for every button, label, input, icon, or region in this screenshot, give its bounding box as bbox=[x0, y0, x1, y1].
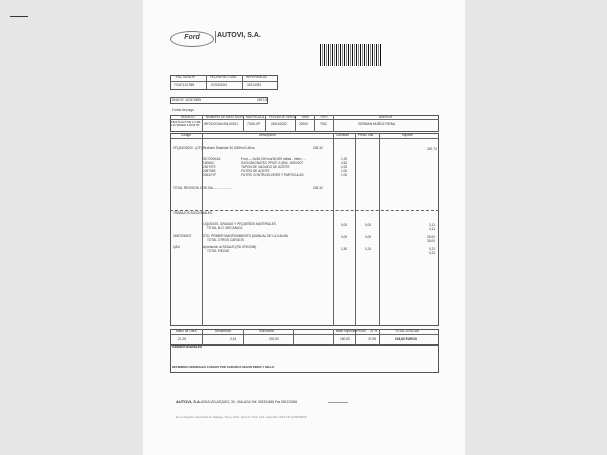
labor-label: Mano de Obra bbox=[176, 329, 197, 333]
additional-row1-amount: 3,11 bbox=[429, 223, 435, 227]
additional-row1-subtotal: 3,11 bbox=[429, 227, 435, 231]
additional-row2-price: 0,00 bbox=[365, 235, 372, 239]
vin: WF0JXXGAHJNL00021 bbox=[204, 122, 239, 126]
invoice-number-label: FACTURA Nº bbox=[176, 75, 196, 79]
revision-desc: Ford — 2w30,000 km/18,000 millas - Interv ... bbox=[241, 157, 306, 161]
customer-code: 269718 bbox=[257, 98, 268, 102]
brand-name: AUTOVI, S.A. bbox=[217, 32, 261, 39]
amount-header: Importe bbox=[402, 132, 413, 137]
additional-row1-total: TOTAL M.O. MECANICA bbox=[207, 226, 243, 230]
sale-date: 26/04/2022 bbox=[271, 122, 287, 126]
kms-label: KMS bbox=[302, 114, 309, 119]
additional-row3-price: 0,24 bbox=[365, 247, 372, 251]
revision-qty: 1,20 bbox=[341, 157, 348, 161]
vin-label: NUMERO DE BASTIDOR bbox=[206, 114, 243, 119]
advisor-label: ASESOR bbox=[379, 114, 393, 119]
barcode bbox=[320, 44, 382, 66]
vat-rate: 21 % bbox=[370, 329, 378, 333]
vat-label: %IVA bbox=[358, 329, 366, 333]
revision-total-label: TOTAL REVISION CON IVA...................... bbox=[173, 186, 233, 190]
payment-label: Forma de pago bbox=[172, 108, 194, 112]
additional-row3-desc: Aportación al SIGAUS (RD 679/2006) bbox=[203, 245, 257, 249]
kits-value: 202,50 bbox=[269, 337, 279, 341]
base-label: Base imponible bbox=[336, 329, 358, 333]
base-value: 180,80 bbox=[340, 337, 350, 341]
signature-mark bbox=[328, 402, 348, 403]
additional-row2-subtotal: 25,00 bbox=[427, 239, 435, 243]
advisor: GERMAN MUÑOZ REINA bbox=[358, 122, 396, 126]
parts-label: Recambios bbox=[215, 329, 231, 333]
sale-date-label: FECHA DE VENTA bbox=[269, 114, 297, 119]
additional-row3-code: QAU bbox=[173, 245, 180, 249]
receipt-note: RECIBIMOS ORIGINALES CARGOS POR GARANTIA SEGUN FIRMA Y SELLO bbox=[172, 365, 275, 369]
additional-row1-desc: LIQUIDOS, GRASAS Y PEQUEÑOS MATERIALES bbox=[203, 222, 276, 226]
reference: 30214391 bbox=[247, 83, 262, 87]
additional-row2-desc: STD. PRIMER MANTENIMIENTO (MANUAL DE LA CALMA bbox=[203, 234, 289, 238]
type-label: TIPO bbox=[320, 114, 328, 119]
revision-title: VFQA1D2000 ..(CF) Revisión Estándar 30.000Km/2 Años bbox=[173, 146, 255, 150]
revision-qty: 1,00 bbox=[341, 173, 348, 177]
ford-logo: Ford bbox=[170, 31, 214, 47]
plate: 7315LXP bbox=[247, 122, 261, 126]
additional-row3-amount: 0,21 bbox=[429, 247, 436, 251]
invoice-date-label: FECHA FACTURA bbox=[210, 75, 237, 79]
revision-desc: FILTRO CONTRA ELORES Y PARTICULAS bbox=[241, 173, 304, 177]
revision-qty: 1,00 bbox=[341, 165, 348, 169]
code-header: Código bbox=[181, 132, 192, 137]
revision-title-amount: 245,32 bbox=[313, 146, 323, 150]
additional-title: TRABAJOS ADICIONALES bbox=[173, 211, 212, 215]
revision-code: 1606AC bbox=[203, 161, 215, 165]
kms: 20000 bbox=[299, 122, 308, 126]
revision-desc: D420 MAGNATEC PROF. E (5W...000/2007 bbox=[241, 161, 304, 165]
revision-code: SK7200K3A bbox=[203, 157, 221, 161]
qty-header: Cantidad bbox=[336, 132, 349, 137]
model-label: MODELO bbox=[181, 114, 195, 119]
revision-total-amount: 245,32 bbox=[313, 186, 323, 190]
invoice-date: 07/03/2024 bbox=[211, 83, 227, 87]
description-header: Descripción bbox=[259, 132, 276, 137]
revision-amount: 262,74 bbox=[427, 147, 437, 151]
additional-row2-code: OMOTMANT bbox=[173, 234, 192, 238]
additional-row1-price: 0,00 bbox=[365, 223, 372, 227]
revision-code: 2062XYF bbox=[203, 173, 217, 177]
type: TMC bbox=[320, 122, 327, 126]
footer-company: AUTOVI, S.A. bbox=[176, 399, 202, 404]
scan-mark bbox=[10, 16, 28, 17]
warranty-label: GARANTIA/AVALES bbox=[172, 345, 203, 349]
footer-address: AVDA.VELAZQUEZ, 30 - MALAGA Telf. 952334455 Fax 952123456 bbox=[201, 399, 298, 404]
customer-nif: DNI/CIF: 110372895 bbox=[172, 98, 201, 102]
reference-label: REFERENCIA bbox=[246, 75, 267, 79]
vat-value: 37,98 bbox=[368, 337, 376, 341]
revision-code: 2307979 bbox=[203, 165, 216, 169]
revision-desc: TAPON DE VACIADO DE ACEITE bbox=[241, 165, 290, 169]
plate-label: MATRICULA bbox=[246, 114, 265, 119]
additional-row2-total: TOTAL OTROS CARGOS bbox=[207, 238, 244, 242]
additional-row2-amount: 25,00 bbox=[427, 235, 435, 239]
additional-row3-total: TOTAL PIEZAS bbox=[207, 249, 230, 253]
revision-qty: 4,52 bbox=[341, 161, 348, 165]
additional-row3-subtotal: 0,21 bbox=[429, 251, 436, 255]
revision-qty: 1,00 bbox=[341, 169, 348, 173]
total-label: TOTAL A PAGAR bbox=[395, 329, 420, 333]
labor-value: -21,25 bbox=[177, 337, 187, 341]
parts-value: 0,24 bbox=[230, 337, 237, 341]
total-value: 218,80 EUROS bbox=[395, 337, 417, 341]
price-header: Precio unit. bbox=[358, 132, 374, 137]
revision-code: 2087963 bbox=[203, 169, 216, 173]
invoice-page bbox=[143, 0, 465, 455]
footer-legal: En el Registro Mercantil de Malaga, Tomo 1234, Libro 0, Folio 123, Hoja MA-1234 CIF A29000000 bbox=[176, 415, 307, 419]
invoice-number: TCM7124 559 bbox=[174, 83, 195, 87]
revision-desc: FILTRO DE ACEITE bbox=[241, 169, 270, 173]
brand-divider bbox=[215, 31, 216, 43]
additional-row3-qty: 1,50 bbox=[341, 247, 348, 251]
kits-label: Kits/Varios bbox=[259, 329, 274, 333]
additional-row2-qty: 0,00 bbox=[341, 235, 348, 239]
model: FIESTA ACTIVE 1.0 EB 125 SPEED 6 MCB 5P bbox=[171, 120, 201, 128]
additional-row1-qty: 0,00 bbox=[341, 223, 348, 227]
